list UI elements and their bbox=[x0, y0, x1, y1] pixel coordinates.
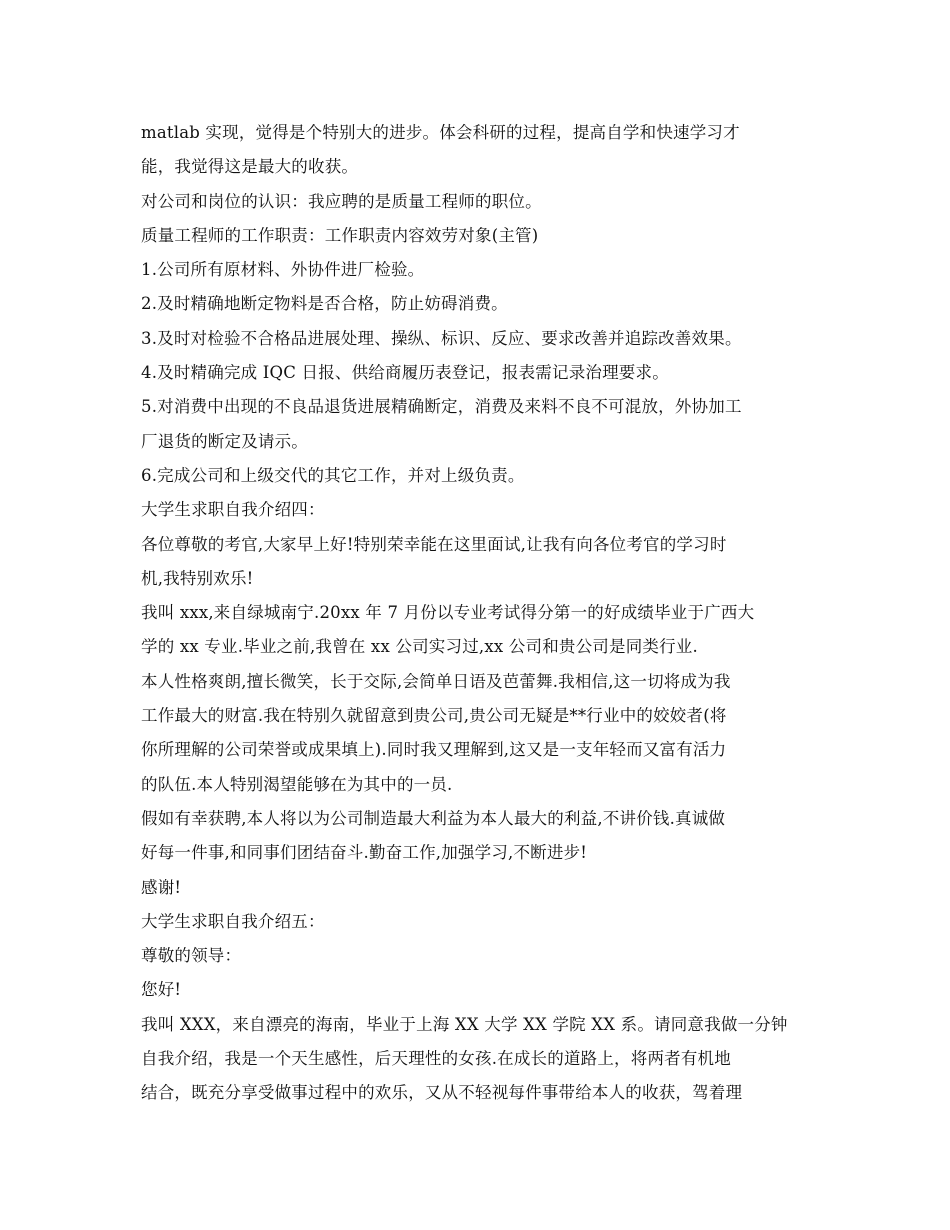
text-line: 能，我觉得这是最大的收获。 bbox=[141, 157, 359, 177]
text-line: matlab 实现，觉得是个特别大的进步。体会科研的过程，提高自学和快速学习才 bbox=[141, 123, 740, 142]
text-line: 工作最大的财富.我在特别久就留意到贵公司,贵公司无疑是**行业中的姣姣者(将 bbox=[141, 706, 727, 726]
text-line: 本人性格爽朗,擅长微笑，长于交际,会简单日语及芭蕾舞.我相信,这一切将成为我 bbox=[141, 671, 731, 691]
section-heading: 大学生求职自我介绍四： bbox=[141, 500, 325, 520]
text-line: 厂退货的断定及请示。 bbox=[141, 431, 308, 451]
text-line: 尊敬的领导： bbox=[141, 946, 242, 966]
list-item: 2.及时精确地断定物料是否合格，防止妨碍消费。 bbox=[141, 294, 508, 314]
text-line: 我叫 xxx,来自绿城南宁.20xx 年 7 月份以专业考试得分第一的好成绩毕业于广西大 bbox=[141, 603, 755, 623]
list-item: 3.及时对检验不合格品进展处理、操纵、标识、反应、要求改善并追踪改善效果。 bbox=[141, 328, 742, 348]
text-line: 你所理解的公司荣誉或成果填上).同时我又理解到,这又是一支年轻而又富有活力 bbox=[141, 740, 727, 760]
text-line: 我叫 XXX，来自漂亮的海南，毕业于上海 XX 大学 XX 学院 XX 系。请同意我做一分钟 bbox=[141, 1014, 788, 1034]
section-heading: 大学生求职自我介绍五： bbox=[141, 911, 325, 931]
text-line: 假如有幸获聘,本人将以为公司制造最大利益为本人最大的利益,不讲价钱.真诚做 bbox=[141, 808, 726, 828]
text-line: 各位尊敬的考官,大家早上好!特别荣幸能在这里面试,让我有向各位考官的学习时 bbox=[141, 534, 727, 554]
text-line: 感谢! bbox=[141, 877, 182, 897]
list-item: 1.公司所有原材料、外协件进厂检验。 bbox=[141, 260, 425, 280]
document-body bbox=[141, 116, 813, 1111]
text-line: 的队伍.本人特别渴望能够在为其中的一员. bbox=[141, 774, 453, 794]
text-line: 质量工程师的工作职责：工作职责内容效劳对象(主管) bbox=[141, 225, 539, 245]
text-line: 结合，既充分享受做事过程中的欢乐，又从不轻视每件事带给本人的收获，驾着理 bbox=[141, 1083, 743, 1103]
text-line: 好每一件事,和同事们团结奋斗.勤奋工作,加强学习,不断进步! bbox=[141, 843, 588, 863]
text-line: 您好! bbox=[141, 980, 182, 1000]
text-line: 对公司和岗位的认识：我应聘的是质量工程师的职位。 bbox=[141, 191, 542, 211]
list-item: 6.完成公司和上级交代的其它工作，并对上级负责。 bbox=[141, 465, 525, 485]
text-line: 自我介绍，我是一个天生感性，后天理性的女孩.在成长的道路上，将两者有机地 bbox=[141, 1049, 731, 1069]
list-item: 5.对消费中出现的不良品退货进展精确断定，消费及来料不良不可混放，外协加工 bbox=[141, 397, 742, 417]
text-line: 机,我特别欢乐! bbox=[141, 568, 254, 588]
text-line: 学的 xx 专业.毕业之前,我曾在 xx 公司实习过,xx 公司和贵公司是同类行业. bbox=[141, 637, 698, 657]
list-item: 4.及时精确完成 IQC 日报、供给商履历表登记，报表需记录治理要求。 bbox=[141, 363, 669, 383]
